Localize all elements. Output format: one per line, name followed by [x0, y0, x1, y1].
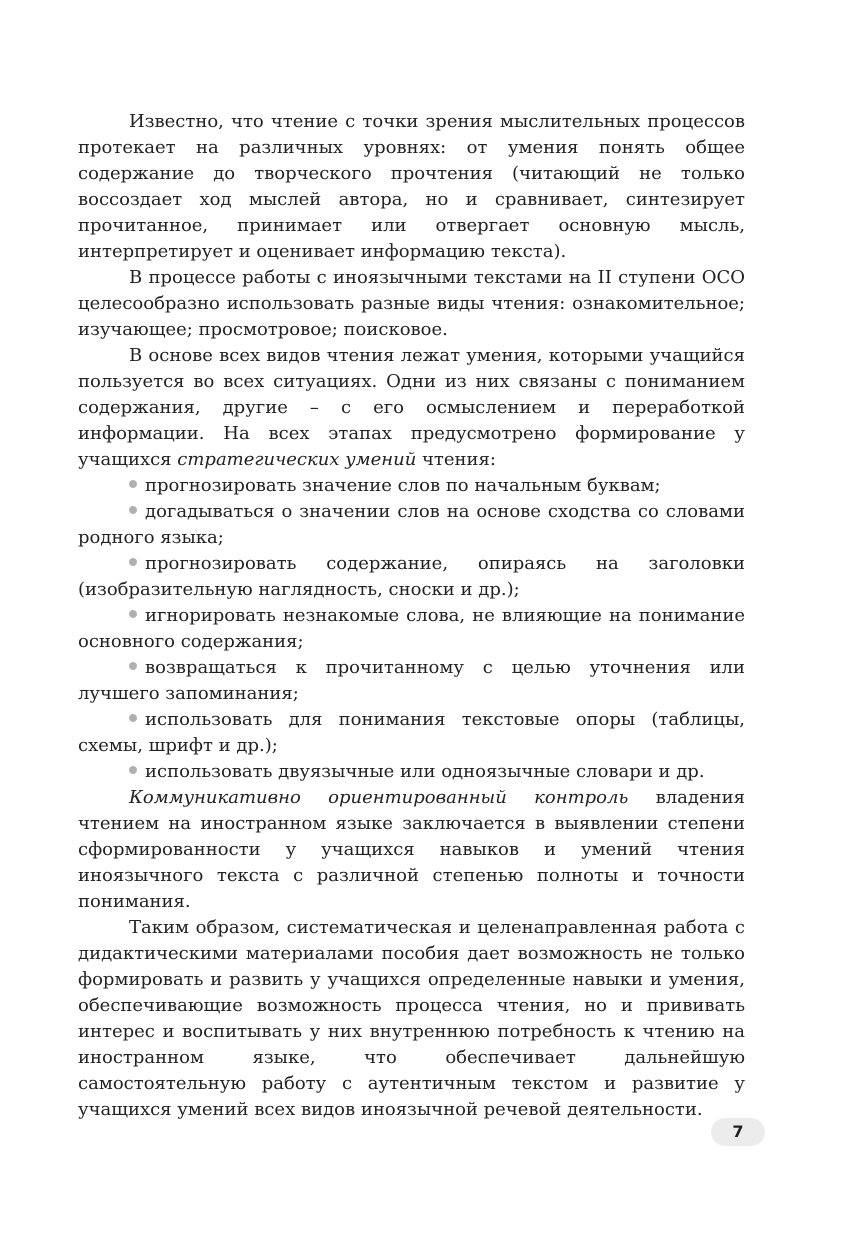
- bullet-icon: [129, 662, 137, 670]
- list-item-text: использовать двуязычные или одноязычные словари и др.: [145, 761, 705, 782]
- list-item-text: прогнозировать содержание, опираясь на заголовки (изобразительную наглядность, сноски и др.);: [78, 553, 745, 600]
- list-item: [78, 473, 745, 499]
- strategic-skills-list: [78, 473, 745, 785]
- paragraph-control-italic: Коммуникативно ориентированный контроль: [129, 787, 629, 808]
- paragraph-reading-skills-end: чтения:: [416, 449, 496, 470]
- bullet-icon: [129, 766, 137, 774]
- list-item: [78, 655, 745, 707]
- paragraph-reading-skills-start: В основе всех видов чтения лежат умения, которыми учащийся пользуется во всех ситуациях. Одни из них связаны с пониманием содержания, другие – с его осмыслением и переработкой информации. На всех этапах предусмотрено формирование у учащихся: [78, 345, 745, 470]
- bullet-icon: [129, 480, 137, 488]
- page-number: 7: [711, 1118, 765, 1146]
- list-item-text: игнорировать незнакомые слова, не влияющие на понимание основного содержания;: [78, 605, 745, 652]
- bullet-icon: [129, 558, 137, 566]
- list-item: [78, 603, 745, 655]
- list-item: [78, 551, 745, 603]
- page-body: [78, 109, 745, 1123]
- paragraph-conclusion: Таким образом, систематическая и целенаправленная работа с дидактическими материалами пособия дает возможность не только формировать и развить у учащихся определенные навыки и умения, обеспечивающие возможность процесса чтения, но и прививать интерес и воспитывать у них внутреннюю потребность к чтению на иностранном языке, что обеспечивает дальнейшую самостоятельную работу с аутентичным текстом и развитие у учащихся умений всех видов иноязычной речевой деятельности.: [78, 917, 745, 1120]
- list-item-text: прогнозировать значение слов по начальным буквам;: [145, 475, 661, 496]
- list-item-text: догадываться о значении слов на основе сходства со словами родного языка;: [78, 501, 745, 548]
- paragraph-reading-levels: Известно, что чтение с точки зрения мыслительных процессов протекает на различных уровнях: от умения понять общее содержание до творческого прочтения (читающий не только воссоздает ход мыслей автора, но и сравнивает, синтезирует прочитанное, принимает или отвергает основную мысль, интерпретирует и оценивает информацию текста).: [78, 111, 745, 262]
- paragraph-reading-skills: [78, 343, 745, 473]
- bullet-icon: [129, 506, 137, 514]
- paragraph-control-rest: владения чтением на иностранном языке заключается в выявлении степени сформированности у учащихся навыков и умений чтения иноязычного текста с различной степенью полноты и точности понимания.: [78, 787, 746, 912]
- bullet-icon: [129, 714, 137, 722]
- list-item: [78, 499, 745, 551]
- paragraph-reading-types: В процессе работы с иноязычными текстами на II ступени ОСО целесообразно использовать разные виды чтения: ознакомительное; изучающее; просмотровое; поисковое.: [78, 267, 745, 340]
- bullet-icon: [129, 610, 137, 618]
- list-item-text: возвращаться к прочитанному с целью уточнения или лучшего запоминания;: [78, 657, 745, 704]
- list-item: [78, 707, 745, 759]
- list-item: [78, 759, 745, 785]
- list-item-text: использовать для понимания текстовые опоры (таблицы, схемы, шрифт и др.);: [78, 709, 745, 756]
- paragraph-reading-skills-italic: стратегических умений: [177, 449, 417, 470]
- paragraph-control: [78, 785, 745, 915]
